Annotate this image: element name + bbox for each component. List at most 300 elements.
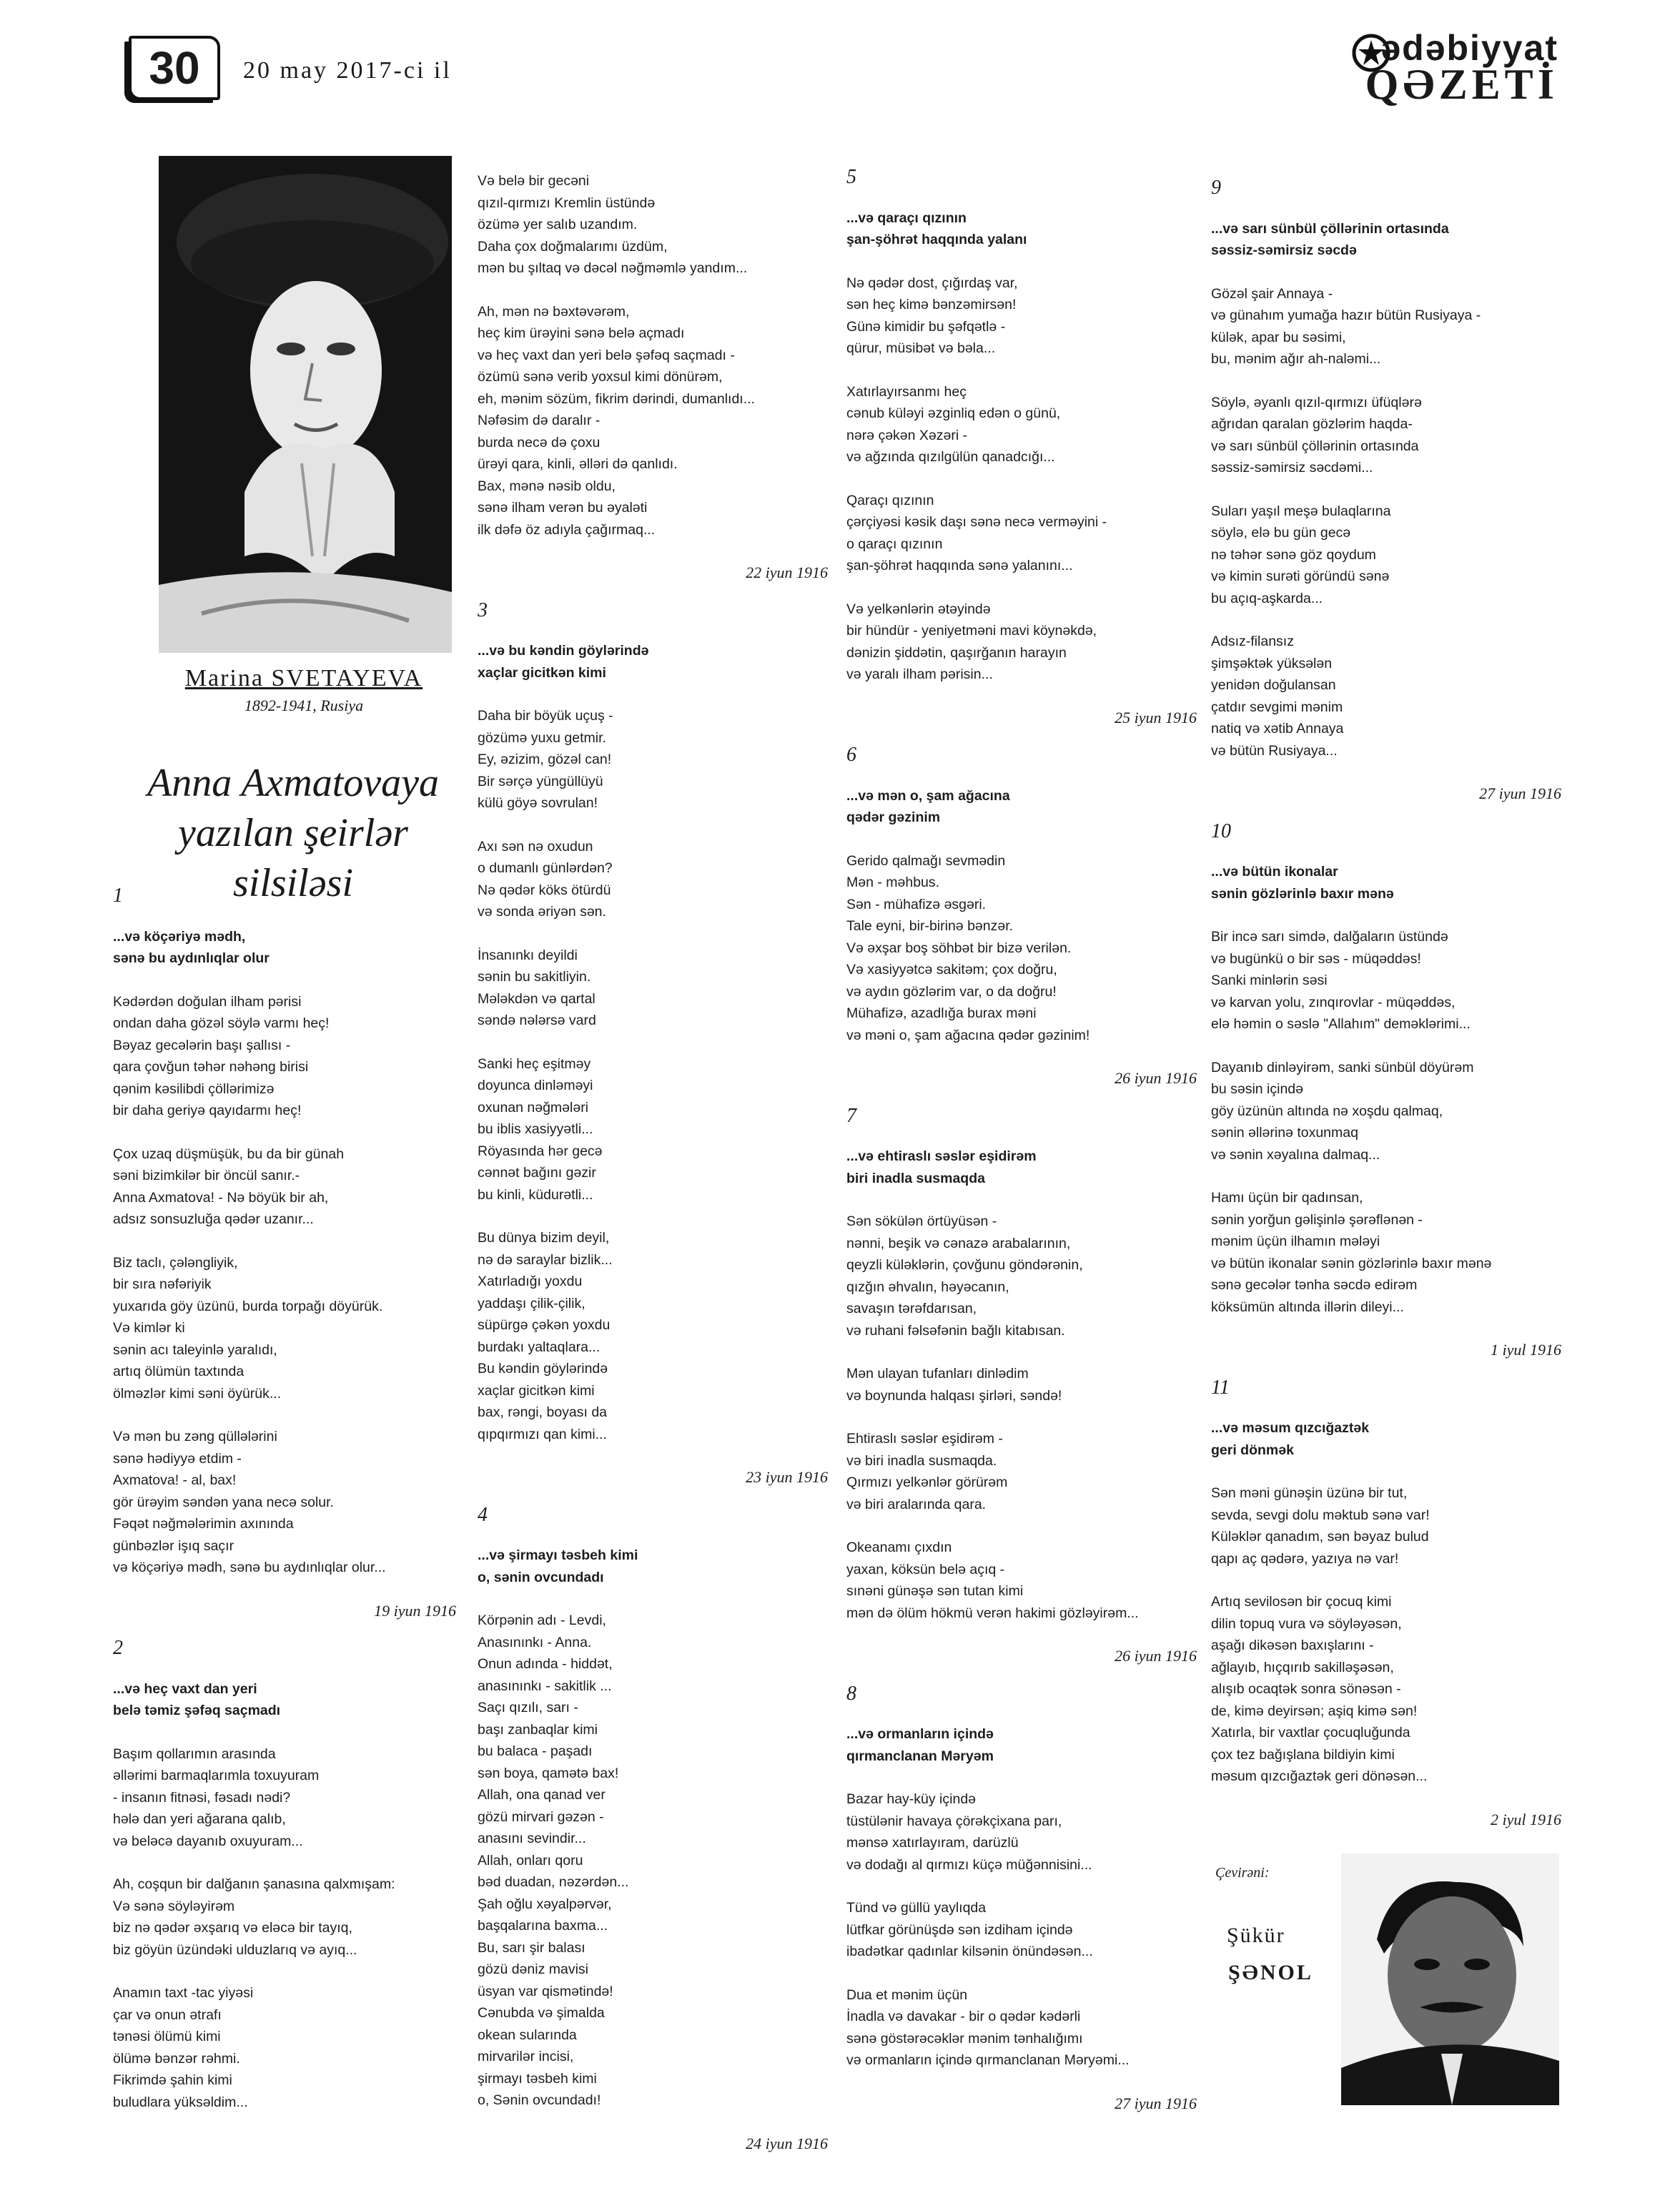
poem-number: 8 <box>846 1682 856 1705</box>
verse-line: Nə qədər köks ötürdü <box>478 882 611 898</box>
portrait-illustration <box>159 156 452 653</box>
masthead-logo <box>1323 21 1558 107</box>
poem-stanza <box>846 850 1197 1047</box>
verse-line: eh, mənim sözüm, fikrim dərindi, dumanlıdı... <box>478 390 755 407</box>
verse-line: Və yelkənlərin ətəyində <box>846 601 991 617</box>
verse-line: Ehtiraslı səslər eşidirəm - <box>846 1431 1003 1447</box>
verse-line: dilin topuq vura və söyləyəsən, <box>1211 1615 1402 1632</box>
verse-line: bu balaca - paşadı <box>478 1743 593 1759</box>
verse-line: və ormanların içində qırmanclanan Məryəmi... <box>846 2052 1130 2068</box>
verse-line: bir sıra nəfəriyik <box>113 1276 212 1292</box>
verse-line: bu kinli, küdurətli... <box>478 1186 593 1203</box>
verse-line: ürəyi qara, kinli, əlləri də qanlıdı. <box>478 456 678 472</box>
verse-line: qırmanclanan Məryəm <box>846 1748 994 1764</box>
author-portrait <box>159 156 452 653</box>
verse-line: Mələkdən və qartal <box>478 990 596 1007</box>
verse-line: sənin əllərinə toxunmaq <box>1211 1125 1358 1141</box>
verse-line: anasını sevindir... <box>478 1831 586 1846</box>
verse-line: Söylə, əyanlı qızıl-qırmızı üfüqlərə <box>1211 394 1422 410</box>
poem-stanza <box>113 1252 456 1405</box>
verse-line: Qırmızı yelkənlər görürəm <box>846 1474 1008 1490</box>
poem-stanza <box>478 705 828 814</box>
poem-stanza <box>1211 283 1561 370</box>
poem-stanza <box>846 1897 1197 1963</box>
verse-line: ilk dəfə öz adıyla çağırmaq... <box>478 521 656 538</box>
poem-number: 1 <box>113 885 123 907</box>
translator-label: Çevirəni: <box>1215 1865 1270 1881</box>
poem-stanza <box>478 1227 828 1445</box>
series-title-line: Anna Axmatovaya <box>147 761 439 805</box>
verse-line: Biz taclı, çələngliyik, <box>113 1254 238 1271</box>
verse-line: Nə qədər dost, çığırdaş var, <box>846 275 1018 291</box>
verse-line: və boynunda halqası şirləri, səndə! <box>846 1387 1062 1404</box>
verse-line: mənsə xatırlayıram, darüzlü <box>846 1835 1019 1851</box>
poem-date: 23 iyun 1916 <box>746 1468 828 1486</box>
verse-line: Küləklər qanadım, sən bəyaz bulud <box>1211 1529 1429 1545</box>
verse-line: şirmayı təsbeh kimi <box>478 2070 597 2087</box>
verse-line: nənni, beşik və cənazə arabalarının, <box>846 1235 1071 1251</box>
verse-line: biz göyün üzündəki ulduzlarıq və ayıq... <box>113 1941 357 1958</box>
verse-line: sənin yorğun gəlişinlə şərəflənən - <box>1211 1211 1423 1228</box>
verse-line: yaxan, köksün belə açıq - <box>846 1561 1005 1577</box>
poem-number: 3 <box>478 599 488 621</box>
verse-line: Bu dünya bizim deyil, <box>478 1230 610 1246</box>
verse-line: və karvan yolu, zınqırovlar - müqəddəs, <box>1211 994 1456 1010</box>
verse-line: mən də ölüm hökmü verən hakimi gözləyirəm... <box>846 1605 1139 1621</box>
verse-line: külək, apar bu səsimi, <box>1211 329 1346 345</box>
poem-epigraph <box>846 1723 1197 1767</box>
author-lifespan: 1892-1941, Rusiya <box>244 696 364 714</box>
poem-epigraph <box>1211 1417 1561 1461</box>
verse-line: sənə göstərəcəklər mənim tənhalığımı <box>846 2030 1083 2047</box>
poem-stanza <box>113 1743 456 1853</box>
verse-line: mən bu şıltaq və dəcəl nəğməmlə yandım... <box>478 260 748 276</box>
verse-line: şimşəktək yüksələn <box>1211 655 1333 671</box>
verse-line: o, sənin ovcundadı <box>478 1569 604 1585</box>
poem-stanza <box>846 1984 1197 2072</box>
verse-line: bir hündür - yeniyetməni mavi köynəkdə, <box>846 623 1097 639</box>
verse-line: Axmatova! - al, bax! <box>113 1472 237 1488</box>
verse-line: cənub küləyi əzginliq edən o günü, <box>846 405 1061 421</box>
verse-line: heç kim ürəyini sənə belə açmadı <box>478 325 685 341</box>
verse-line: səssiz-səmirsiz səcdə <box>1211 242 1357 258</box>
verse-line: Xatırlayırsanmı heç <box>846 383 967 400</box>
poem-number: 7 <box>846 1104 856 1127</box>
poem-stanza <box>846 1211 1197 1341</box>
poem-date: 27 iyun 1916 <box>1479 784 1561 802</box>
verse-line: ağlayıb, hıçqırıb sakilləşəsən, <box>1211 1659 1394 1675</box>
verse-line: Anna Axmatova! - Nə böyük bir ah, <box>113 1189 329 1206</box>
verse-line: tənəsi ölümü kimi <box>113 2029 221 2044</box>
verse-line: ...və şirmayı təsbeh kimi <box>478 1547 638 1563</box>
verse-line: Anamın taxt -tac yiyəsi <box>113 1985 254 2001</box>
verse-line: doyunca dinləməyi <box>478 1078 593 1093</box>
verse-line: nə də saraylar bizlik... <box>478 1251 613 1268</box>
verse-line: İnadla və davakar - bir o qədər kədərli <box>846 2009 1081 2024</box>
poem-number: 5 <box>846 166 856 188</box>
verse-line: gözümə yuxu getmir. <box>478 729 606 746</box>
verse-line: qızğın əhvalın, həyəcanın, <box>846 1279 1009 1295</box>
verse-line: Artıq sevilosən bir çocuq kimi <box>1211 1594 1392 1610</box>
verse-line: nərə çəkən Xəzəri - <box>846 427 968 443</box>
page-header <box>100 21 1558 107</box>
poem-epigraph <box>478 1545 828 1588</box>
poem-stanza <box>846 1788 1197 1876</box>
verse-line: ...və mən o, şam ağacına <box>846 787 1010 804</box>
verse-line: Mən - məhbus. <box>846 875 940 890</box>
verse-line: - insanın fitnəsi, fəsadı nədi? <box>113 1789 291 1806</box>
verse-line: Və kimlər ki <box>113 1320 185 1336</box>
verse-line: və bütün Rusiyaya... <box>1211 742 1338 759</box>
verse-line: sənə gecələr tənha səcdə edirəm <box>1211 1277 1418 1293</box>
poem-epigraph <box>846 1146 1197 1189</box>
verse-line: xaçlar gicitkən kimi <box>478 1382 595 1399</box>
verse-line: buludlara yüksəldim... <box>113 2094 248 2110</box>
verse-line: ağrıdan qaralan gözlərim haqda- <box>1211 416 1413 432</box>
verse-line: Xatırladığı yoxdu <box>478 1274 583 1289</box>
verse-line: ibadətkar qadınlar kilsənin önündəsən... <box>846 1944 1093 1959</box>
poem-epigraph <box>846 785 1197 829</box>
poem-date: 19 iyun 1916 <box>374 1601 456 1620</box>
verse-line: sənə ilham verən bu əyaləti <box>478 500 648 516</box>
verse-line: əllərimi barmaqlarımla toxuyuram <box>113 1768 320 1783</box>
verse-line: lütfkar görünüşdə sən izdiham içində <box>846 1921 1073 1938</box>
verse-line: çox tez bağışlana bildiyin kimi <box>1211 1746 1395 1763</box>
poem-stanza <box>846 1363 1197 1407</box>
verse-line: Xatırla, bir vaxtlar çocuqluğunda <box>1211 1725 1410 1741</box>
poem-stanza <box>846 1537 1197 1624</box>
verse-line: sən heç kimə bənzəmirsən! <box>846 297 1017 312</box>
poem-column-3 <box>846 161 1197 2130</box>
poem-number: 10 <box>1211 819 1231 842</box>
translator-first-name: Şükür <box>1227 1924 1285 1947</box>
verse-line: Fikrimdə şahin kimi <box>113 2072 232 2088</box>
poem-stanza <box>113 1143 456 1231</box>
verse-line: özümü sənə verib yoxsul kimi dönürəm, <box>478 369 723 385</box>
verse-line: göy üzünün altında nə xoşdu qalmaq, <box>1211 1103 1443 1119</box>
poem-epigraph <box>846 207 1197 251</box>
verse-line: alışıb ocaqtək sonra sönəsən - <box>1211 1681 1401 1697</box>
verse-line: və aydın gözlərim var, o da doğru! <box>846 983 1057 1000</box>
verse-line: səni bizimkilər bir öncül sanır.- <box>113 1168 300 1183</box>
verse-line: və biri aralarında qara. <box>846 1496 987 1512</box>
verse-line: Kədərdən doğulan ilham pərisi <box>113 993 302 1010</box>
poem-date: 26 iyun 1916 <box>1115 1647 1197 1665</box>
verse-line: o qaraçı qızının <box>846 536 943 552</box>
verse-line: ...və ehtiraslı səslər eşidirəm <box>846 1148 1037 1164</box>
verse-line: natiq və xətib Annaya <box>1211 721 1344 737</box>
poem-date: 26 iyun 1916 <box>1115 1069 1197 1087</box>
verse-line: gör ürəyim səndən yana necə solur. <box>113 1494 334 1510</box>
verse-line: və sənin xəyalına dalmaq... <box>1211 1146 1380 1163</box>
poem-column-2 <box>478 170 828 2170</box>
verse-line: Onun adında - hiddət, <box>478 1656 613 1672</box>
verse-line: günbəzlər işıq saçır <box>113 1537 234 1554</box>
verse-line: Ah, mən nə bəxtəvərəm, <box>478 303 630 320</box>
masthead-bottom-word: QƏZETİ <box>1365 61 1558 108</box>
verse-line: savaşın tərəfdarısan, <box>846 1301 977 1316</box>
verse-line: Okeanamı çıxdın <box>846 1540 952 1555</box>
verse-line: çərçiyəsi kəsik daşı sənə necə verməyini - <box>846 514 1107 530</box>
verse-line: ...və bütün ikonalar <box>1211 864 1338 880</box>
verse-line: Bazar hay-küy içində <box>846 1791 977 1807</box>
poem-stanza <box>478 1053 828 1206</box>
poem-stanza <box>1211 501 1561 610</box>
verse-line: qızıl-qırmızı Kremlin üstündə <box>478 195 656 211</box>
verse-line: ondan daha gözəl söylə varmı heç! <box>113 1015 330 1031</box>
verse-line: və ağzında qızılgülün qanadcığı... <box>846 449 1055 465</box>
verse-line: Hamı üçün bir qadınsan, <box>1211 1190 1363 1206</box>
poem-stanza <box>846 599 1197 686</box>
verse-line: ...və bu kəndin göylərində <box>478 643 649 659</box>
verse-line: sənə bu aydınlıqlar olur <box>113 950 270 966</box>
verse-line: üsyan var qismətində! <box>478 1983 613 1999</box>
verse-line: Və sənə söyləyirəm <box>113 1898 235 1914</box>
verse-line: Bax, mənə nəsib oldu, <box>478 478 616 494</box>
verse-line: biri inadla susmaqda <box>846 1170 985 1186</box>
verse-line: Sanki minlərin səsi <box>1211 973 1328 988</box>
poem-stanza <box>846 381 1197 468</box>
verse-line: Anasınınkı - Anna. <box>478 1634 592 1650</box>
verse-line: xaçlar gicitkən kimi <box>478 664 606 681</box>
translator-last-name: ŞƏNOL <box>1228 1961 1313 1984</box>
poem-date: 25 iyun 1916 <box>1115 708 1197 727</box>
verse-line: Gözəl şair Annaya - <box>1211 285 1333 302</box>
verse-line: və günahım yumağa hazır bütün Rusiyaya - <box>1211 307 1481 323</box>
verse-line: Günə kimidir bu şəfqətlə - <box>846 318 1006 335</box>
verse-line: artıq ölümün taxtında <box>113 1364 244 1379</box>
poem-column-4 <box>1211 172 1561 1846</box>
verse-line: şan-şöhrət haqqında sənə yalanını... <box>846 558 1073 573</box>
verse-line: və köçəriyə mədh, sənə bu aydınlıqlar olur... <box>113 1560 386 1575</box>
verse-line: Və xasiyyətcə sakitəm; çox doğru, <box>846 962 1057 978</box>
poem-stanza <box>846 490 1197 577</box>
verse-line: köksümün altında illərin dileyi... <box>1211 1299 1404 1315</box>
verse-line: yaddaşı çilik-çilik, <box>478 1295 585 1311</box>
poem-number: 4 <box>478 1503 488 1526</box>
verse-line: Dua et mənim üçün <box>846 1986 968 2003</box>
verse-line: de, kimə deyirsən; aşiq kimə sən! <box>1211 1703 1418 1719</box>
poem-stanza <box>1211 631 1561 762</box>
verse-line: Saçı qızılı, sarı - <box>478 1700 578 1715</box>
poem-stanza <box>113 1982 456 2113</box>
poem-date: 2 iyul 1916 <box>1491 1810 1561 1828</box>
verse-line: ...və sarı sünbül çöllərinin ortasında <box>1211 220 1449 237</box>
verse-line: qədər gəzinim <box>846 809 941 825</box>
poem-stanza <box>846 1428 1197 1515</box>
verse-line: Sanki heç eşitməy <box>478 1055 591 1072</box>
poem-date: 27 iyun 1916 <box>1115 2094 1197 2112</box>
verse-line: Sən məni günəşin üzünə bir tut, <box>1211 1485 1408 1501</box>
verse-line: Suları yaşıl meşə bulaqlarına <box>1211 503 1391 519</box>
poem-stanza <box>113 1874 456 1961</box>
verse-line: çar və onun ətrafı <box>113 2007 222 2023</box>
verse-line: belə təmiz şəfəq saçmadı <box>113 1703 281 1718</box>
verse-line: Qaraçı qızının <box>846 492 934 508</box>
verse-line: Bu, sarı şir balası <box>478 1939 585 1956</box>
verse-line: məsum qızcığaztək geri dönəsən... <box>1211 1768 1428 1784</box>
verse-line: Və mən bu zəng qüllələrini <box>113 1429 277 1444</box>
verse-line: adsız sonsuzluğa qədər uzanır... <box>113 1211 314 1227</box>
verse-line: bir daha geriyə qayıdarmı heç! <box>113 1103 302 1118</box>
verse-line: səssiz-səmirsiz səcdəmi... <box>1211 460 1373 476</box>
verse-line: bu, mənim ağır ah-naləmi... <box>1211 351 1381 367</box>
poem-epigraph <box>113 1678 456 1722</box>
verse-line: Şah oğlu xəyalpərvər, <box>478 1896 612 1912</box>
verse-line: Allah, ona qanad ver <box>478 1787 606 1803</box>
verse-line: qara çovğun təhər nəhəng birisi <box>113 1059 309 1075</box>
poem-column-1 <box>113 880 456 2135</box>
verse-line: ...və heç vaxt dan yeri <box>113 1680 257 1697</box>
verse-line: çatdır sevgimi mənim <box>1211 699 1343 715</box>
verse-line: Röyasında hər gecə <box>478 1143 603 1159</box>
verse-line: ...və ormanların içində <box>846 1726 994 1742</box>
verse-line: və bugünkü o bir səs - müqəddəs! <box>1211 950 1421 967</box>
verse-line: sınəni günəşə sən tutan kimi <box>846 1583 1024 1599</box>
poem-number: 6 <box>846 744 856 766</box>
verse-line: gözü mirvari gəzən - <box>478 1808 604 1825</box>
verse-line: sənə hədiyyə etdim - <box>113 1450 242 1467</box>
verse-line: Mən ulayan tufanları dinlədim <box>846 1366 1029 1382</box>
verse-line: başqalarına baxma... <box>478 1918 608 1934</box>
verse-line: Bir incə sarı simdə, dalğaların üstündə <box>1211 929 1448 945</box>
poem-stanza <box>1211 1591 1561 1788</box>
verse-line: bax, rəngi, boyası da <box>478 1404 608 1420</box>
verse-line: yuxarıda göy üzünü, burda torpağı döyürük. <box>113 1298 383 1314</box>
verse-line: anasınınkı - sakitlik ... <box>478 1678 612 1694</box>
verse-line: Fəqət nəğmələrimin axınında <box>113 1516 294 1532</box>
poem-stanza <box>1211 926 1561 1035</box>
verse-line: Daha bir böyük uçuş - <box>478 708 613 724</box>
verse-line: ölməzlər kimi səni öyürük... <box>113 1385 282 1402</box>
verse-line: və sarı sünbül çöllərinin ortasında <box>1211 438 1419 454</box>
verse-line: biz nə qədər əxşarıq və eləcə bir tayıq, <box>113 1920 352 1936</box>
verse-line: Tünd və güllü yaylıqda <box>846 1900 987 1916</box>
verse-line: və dodağı al qırmızı küçə müğənnisini... <box>846 1856 1092 1873</box>
poem-date: 24 iyun 1916 <box>746 2134 828 2152</box>
verse-line: və biri inadla susmaqda. <box>846 1452 997 1469</box>
verse-line: tüstülənir havaya çörəkçixana parı, <box>846 1813 1062 1829</box>
poem-number: 11 <box>1211 1376 1230 1399</box>
verse-line: bəd duadan, nəzərdən... <box>478 1874 629 1890</box>
poem-epigraph <box>478 640 828 684</box>
author-name: Marina SVETAYEVA <box>184 665 423 691</box>
verse-line: ...və qaraçı qızının <box>846 210 967 226</box>
translator-portrait-illustration <box>1341 1853 1559 2105</box>
verse-line: Başım qollarımın arasında <box>113 1746 276 1762</box>
verse-line: Bir sərçə yüngüllüyü <box>478 773 603 789</box>
verse-line: süpürgə çəkən yoxdu <box>478 1317 611 1333</box>
page-number: 30 <box>129 36 220 100</box>
poem-stanza <box>1211 1482 1561 1570</box>
verse-line: sənin bu sakitliyin. <box>478 969 591 985</box>
verse-line: və məni o, şam ağacına qədər gəzinim! <box>846 1027 1090 1043</box>
series-title-line: yazılan şeirlər silsiləsi <box>178 811 408 905</box>
verse-line: bu açıq-aşkarda... <box>1211 590 1323 606</box>
verse-line: Ey, əzizim, gözəl can! <box>478 752 612 767</box>
verse-line: və heç vaxt dan yeri belə şəfəq saçmadı - <box>478 347 735 363</box>
verse-line: gözü dəniz mavisi <box>478 1961 588 1977</box>
verse-line: Cənubda və şimalda <box>478 2005 605 2021</box>
verse-line: Və belə bir gecəni <box>478 173 590 189</box>
verse-line: Tale eyni, bir-birinə bənzər. <box>846 918 1014 934</box>
verse-line: Mühafizə, azadlığa burax məni <box>846 1005 1037 1021</box>
verse-line: söylə, elə bu gün gecə <box>1211 525 1351 541</box>
verse-line: ...və məsum qızcığaztək <box>1211 1420 1370 1436</box>
verse-line: bu iblis xasiyyətli... <box>478 1121 593 1137</box>
poem-stanza <box>113 991 456 1122</box>
verse-line: Sən sökülən örtüyüsən - <box>846 1213 997 1229</box>
verse-line: Körpənin adı - Levdi, <box>478 1613 606 1628</box>
poem-epigraph <box>1211 218 1561 262</box>
poem-stanza <box>113 1426 456 1579</box>
poem-number: 2 <box>113 1637 123 1659</box>
verse-line: dənizin şiddətin, qaşırğanın harayın <box>846 644 1067 661</box>
poem-stanza <box>846 272 1197 360</box>
poem-stanza <box>478 1610 828 2112</box>
verse-line: qeyzli küləklərin, çovğunu göndərənin, <box>846 1257 1083 1273</box>
verse-line: və bütün ikonalar sənin gözlərinlə baxır mənə <box>1211 1255 1492 1271</box>
verse-line: ...və köçəriyə mədh, <box>113 928 246 945</box>
verse-line: qapı aç qədərə, yazıya nə var! <box>1211 1550 1399 1567</box>
verse-line: qənim kəsilibdi çöllərimizə <box>113 1080 275 1097</box>
translator-photo <box>1341 1853 1559 2105</box>
verse-line: və beləcə dayanıb oxuyuram... <box>113 1833 303 1849</box>
verse-line: və kimin surəti göründü sənə <box>1211 568 1390 584</box>
poem-stanza <box>478 170 828 280</box>
poem-stanza <box>1211 392 1561 479</box>
verse-line: Və əxşar boş söhbət bir bizə verilən. <box>846 940 1072 956</box>
verse-line: mənim üçün ilhamın mələyi <box>1211 1234 1380 1249</box>
verse-line: Gerido qalmağı sevmədin <box>846 852 1006 869</box>
verse-line: İnsanınkı deyildi <box>478 947 578 963</box>
verse-line: və sonda əriyən sən. <box>478 904 606 920</box>
poem-date: 1 iyul 1916 <box>1491 1341 1561 1359</box>
verse-line: mirvarilər incisi, <box>478 2049 574 2064</box>
issue-date: 20 may 2017-ci il <box>243 57 452 84</box>
poem-number: 9 <box>1211 177 1221 199</box>
poem-stanza <box>1211 1187 1561 1318</box>
verse-line: Bəyaz gecələrin başı şallısı - <box>113 1037 291 1053</box>
verse-line: yenidən doğulansan <box>1211 677 1336 693</box>
poem-date: 22 iyun 1916 <box>746 563 828 581</box>
verse-line: Allah, onları qoru <box>478 1852 583 1868</box>
verse-line: başı zanbaqlar kimi <box>478 1721 598 1738</box>
verse-line: külü göyə sovrulan! <box>478 795 598 811</box>
poem-stanza <box>478 945 828 1032</box>
verse-line: ölümə bənzər rəhmi. <box>113 2050 240 2067</box>
verse-line: nə təhər sənə göz qoydum <box>1211 546 1376 563</box>
verse-line: və ruhani fəlsəfənin bağlı kitabısan. <box>846 1322 1065 1339</box>
poem-stanza <box>1211 1057 1561 1166</box>
verse-line: burdakı yaltaqlara... <box>478 1339 601 1355</box>
verse-line: sən boya, qamətə bax! <box>478 1765 619 1781</box>
verse-line: sənin acı taleyinlə yaralıdı, <box>113 1341 277 1358</box>
verse-line: qürur, müsibət və bəla... <box>846 340 996 356</box>
poem-epigraph <box>113 926 456 970</box>
verse-line: Bu kəndin göylərində <box>478 1361 608 1377</box>
verse-line: qıpqırmızı qan kimi... <box>478 1426 607 1442</box>
verse-line: və yaralı ilham pərisin... <box>846 666 993 682</box>
verse-line: hələ dan yeri ağarana qalıb, <box>113 1811 286 1827</box>
verse-line: Ah, coşqun bir dalğanın şanasına qalxmışam: <box>113 1876 395 1892</box>
verse-line: Daha çox doğmalarımı üzdüm, <box>478 238 668 255</box>
verse-line: Dayanıb dinləyirəm, sanki sünbül döyürəm <box>1211 1059 1474 1075</box>
verse-line: elə həmin o səslə "Allahım" deməklərimi... <box>1211 1016 1471 1032</box>
verse-line: sevda, sevgi dolu məktub sənə var! <box>1211 1507 1430 1523</box>
verse-line: bu səsin içində <box>1211 1081 1303 1097</box>
verse-line: Çox uzaq düşmüşük, bu da bir günah <box>113 1146 345 1162</box>
